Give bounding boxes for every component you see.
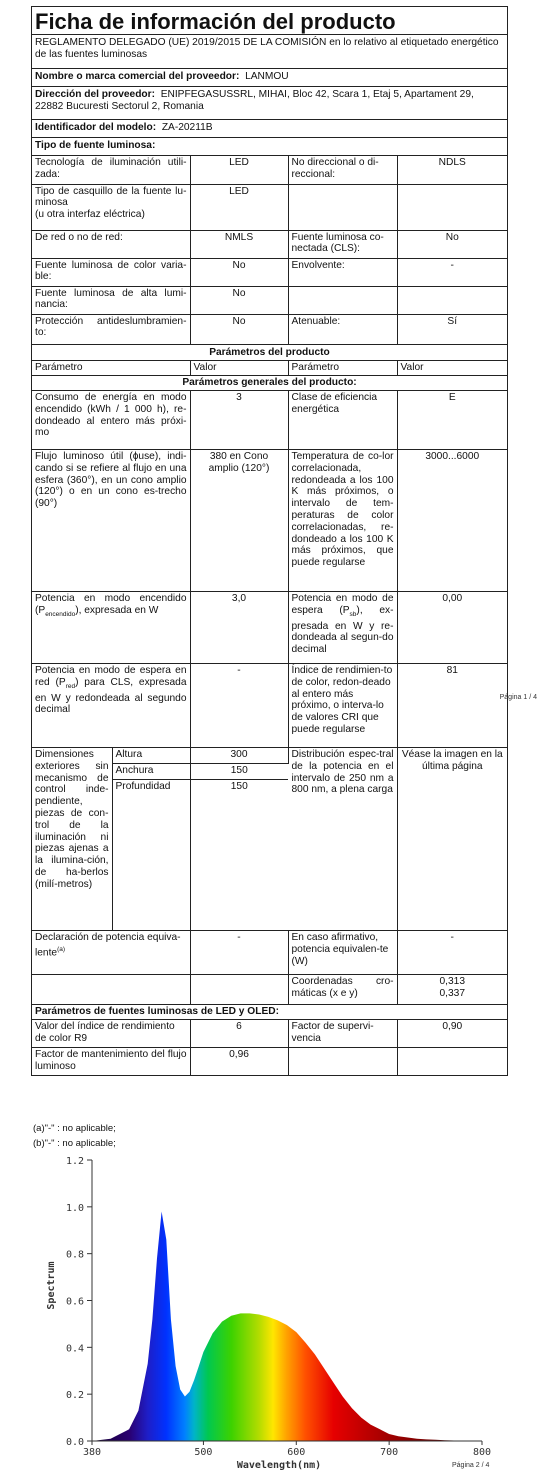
col-header-value-2: Valor [397, 361, 507, 376]
params-heading: Parámetros del producto [32, 345, 507, 361]
source-type-param: Atenuable: [288, 314, 397, 344]
network-standby-value: - [190, 664, 288, 748]
chroma-value: 0,313 0,337 [397, 975, 507, 1005]
source-type-value: No [190, 286, 288, 314]
col-header-param-2: Parámetro [288, 361, 397, 376]
spd-param: Distribución espec-tral de la potencia en el intervalo de 250 nm a 800 nm, a plena carga [288, 748, 397, 931]
dim-label-width: Anchura [112, 764, 190, 780]
dim-value-depth: 150 [190, 780, 288, 931]
source-type-table [32, 156, 507, 345]
equivalent-param: Declaración de potencia equiva-lente$^{(a)}$ [32, 931, 190, 975]
page-marker-1: Página 1 / 4 [499, 694, 537, 701]
dim-value-height: 300 [190, 748, 288, 764]
cri-param: Índice de rendimien-to de color, redon-deado al entero más próximo, o interva-lo de valores CRI que puede regularse [288, 664, 397, 748]
regulation-text: REGLAMENTO DELEGADO (UE) 2019/2015 DE LA COMISIÓN en lo relativo al etiquetado energético de las fuentes luminosas [32, 35, 507, 69]
energy-row [32, 391, 507, 450]
source-type-param [288, 286, 397, 314]
y-tick-label: 0.2 [65, 1390, 84, 1402]
dimensions-param: Dimensiones exteriores sin mecanismo de control inde-pendiente, piezas de con-trol de la iluminación ni piezas ajenas a la ilumina-ción, de ha-berlos (milí-metros) [32, 748, 112, 931]
address-label: Dirección del proveedor: [35, 89, 156, 100]
source-type-value: Sí [397, 314, 507, 344]
flux-param: Flujo luminoso útil (ɸuse), indi-cando si se refiere al flujo en una esfera (360°), en un cono amplio (120°) o en un cono es-trecho (90°) [32, 450, 190, 592]
standby-param: Potencia en modo de espera $(P_{sb})$, ex-presada en W y re-dondeada al segun-do decimal [288, 592, 397, 664]
product-info-sheet [31, 6, 537, 1076]
power-on-value: 3,0 [190, 592, 288, 664]
model-label: Identificador del modelo: [35, 122, 157, 133]
y-axis-label: Spectrum [46, 1261, 57, 1310]
network-standby-param: Potencia en modo de espera en red $(P_{red})$ para CLS, expresada en W y redondeada al segundo decimal [32, 664, 190, 748]
source-type-value: NMLS [190, 230, 288, 258]
y-tick-label: 1.0 [65, 1202, 84, 1214]
source-type-param: Protección antideslumbramien-to: [32, 314, 190, 344]
col-header-value-1: Valor [190, 361, 288, 376]
source-type-heading: Tipo de fuente luminosa: [32, 138, 507, 156]
footnote-b: (b)"-" : no aplicable; [33, 1138, 116, 1149]
supplier-label: Nombre o marca comercial del proveedor: [35, 71, 240, 82]
source-type-param: No direccional o di-reccional: [288, 156, 397, 184]
general-heading: Parámetros generales del producto: [32, 376, 507, 391]
x-tick-label: 600 [287, 1447, 306, 1458]
x-tick-label: 700 [380, 1447, 399, 1458]
chroma-param: Coordenadas cro-máticas (x e y) [288, 975, 397, 1005]
equivalent-power-param: En caso afirmativo, potencia equivalen-te (W) [288, 931, 397, 975]
source-type-value: No [190, 314, 288, 344]
spectrum-chart [0, 1150, 532, 1470]
source-type-param: Tipo de casquillo de la fuente lu-minosa (u otra interfaz eléctrica) [32, 184, 190, 230]
page-marker-2: Página 2 / 4 [452, 1462, 490, 1469]
source-type-value: - [397, 258, 507, 286]
r9-value: 6 [190, 1020, 288, 1048]
y-tick-label: 1.2 [65, 1156, 84, 1167]
source-type-value: No [190, 258, 288, 286]
y-tick-label: 0.0 [65, 1437, 84, 1448]
source-type-param: Tecnología de iluminación utili-zada: [32, 156, 190, 184]
source-type-value: No [397, 230, 507, 258]
source-type-param: Fuente luminosa de alta lumi-nancia: [32, 286, 190, 314]
x-tick-label: 500 [194, 1447, 213, 1458]
cri-cell [397, 664, 537, 748]
x-tick-label: 380 [82, 1447, 102, 1458]
efficiency-param: Clase de eficiencia energética [288, 391, 397, 450]
survival-value: 0,90 [397, 1020, 507, 1048]
model-value: ZA-20211B [161, 122, 213, 133]
y-tick-label: 0.6 [65, 1296, 84, 1308]
dim-value-width: 150 [190, 764, 288, 780]
efficiency-value: E [397, 391, 507, 450]
source-type-value: LED [190, 184, 288, 230]
energy-value: 3 [190, 391, 288, 450]
power-on-row [32, 592, 507, 664]
source-type-param: Fuente luminosa de color varia-ble: [32, 258, 190, 286]
r9-param: Valor del índice de rendimiento de color R9 [32, 1020, 190, 1048]
params-table [32, 361, 537, 1077]
equivalent-row [32, 931, 507, 975]
source-type-row [32, 230, 507, 258]
dimensions-row-1 [32, 748, 507, 764]
col-header-row [32, 361, 507, 376]
cct-param: Temperatura de co-lor correlacionada, redondeada a los 100 K más próximos, o intervalo de tem-peraturas de color correlacionadas, re-dondeado a los 100 K más próximos, que puede regularse [288, 450, 397, 592]
equivalent-power-value: - [397, 931, 507, 975]
source-type-value: NDLS [397, 156, 507, 184]
supplier-value: LANMOU [245, 71, 289, 82]
col-header-param-1: Parámetro [32, 361, 190, 376]
source-type-param: Envolvente: [288, 258, 397, 286]
source-type-row [32, 184, 507, 230]
y-tick-label: 0.8 [65, 1249, 84, 1261]
x-tick-label: 800 [472, 1447, 492, 1458]
source-type-value [397, 184, 507, 230]
standby-value: 0,00 [397, 592, 507, 664]
equivalent-value: - [190, 931, 288, 975]
address-value: ENIPFEGASUSSRL, MIHAI, Bloc 42, Scara 1, Etaj 5, Apartament 29, 22882 Bucuresti Sectorul 2, Romania [35, 89, 474, 112]
cri-value: 81 [446, 665, 458, 676]
r9-row [32, 1020, 507, 1048]
y-tick-label: 0.4 [65, 1343, 84, 1355]
source-type-value [397, 286, 507, 314]
source-type-value: LED [190, 156, 288, 184]
cct-value: 3000...6000 [397, 450, 507, 592]
chroma-row [32, 975, 507, 1005]
footnote-a: (a)"-" : no aplicable; [33, 1123, 116, 1134]
address-row [32, 87, 507, 120]
power-on-param: Potencia en modo encendido $(P_{encendido})$, expresada en W [32, 592, 190, 664]
network-standby-row [32, 664, 507, 748]
dim-label-depth: Profundidad [112, 780, 190, 931]
lumen-row [32, 1048, 507, 1076]
source-type-row [32, 286, 507, 314]
source-type-row [32, 258, 507, 286]
source-type-param [288, 184, 397, 230]
spd-value: Véase la imagen en la última página [397, 748, 507, 931]
lumen-param: Factor de mantenimiento del flujo luminoso [32, 1048, 190, 1076]
energy-param: Consumo de energía en modo encendido (kWh / 1 000 h), re-dondeado al entero más próxi-mo [32, 391, 190, 450]
supplier-row [32, 69, 507, 87]
flux-row [32, 450, 507, 592]
lumen-value: 0,96 [190, 1048, 288, 1076]
x-axis-label: Wavelength(nm) [236, 1460, 322, 1470]
led-heading: Parámetros de fuentes luminosas de LED y OLED: [32, 1005, 507, 1020]
model-row [32, 120, 507, 138]
source-type-param: De red o no de red: [32, 230, 190, 258]
sheet-title: Ficha de información del producto [32, 7, 507, 35]
dim-label-height: Altura [112, 748, 190, 764]
source-type-param: Fuente luminosa co-nectada (CLS): [288, 230, 397, 258]
flux-value: 380 en Cono amplio (120°) [190, 450, 288, 592]
survival-param: Factor de supervi-vencia [288, 1020, 397, 1048]
source-type-row [32, 156, 507, 184]
spectrum-area [92, 1212, 482, 1442]
source-type-row [32, 314, 507, 344]
